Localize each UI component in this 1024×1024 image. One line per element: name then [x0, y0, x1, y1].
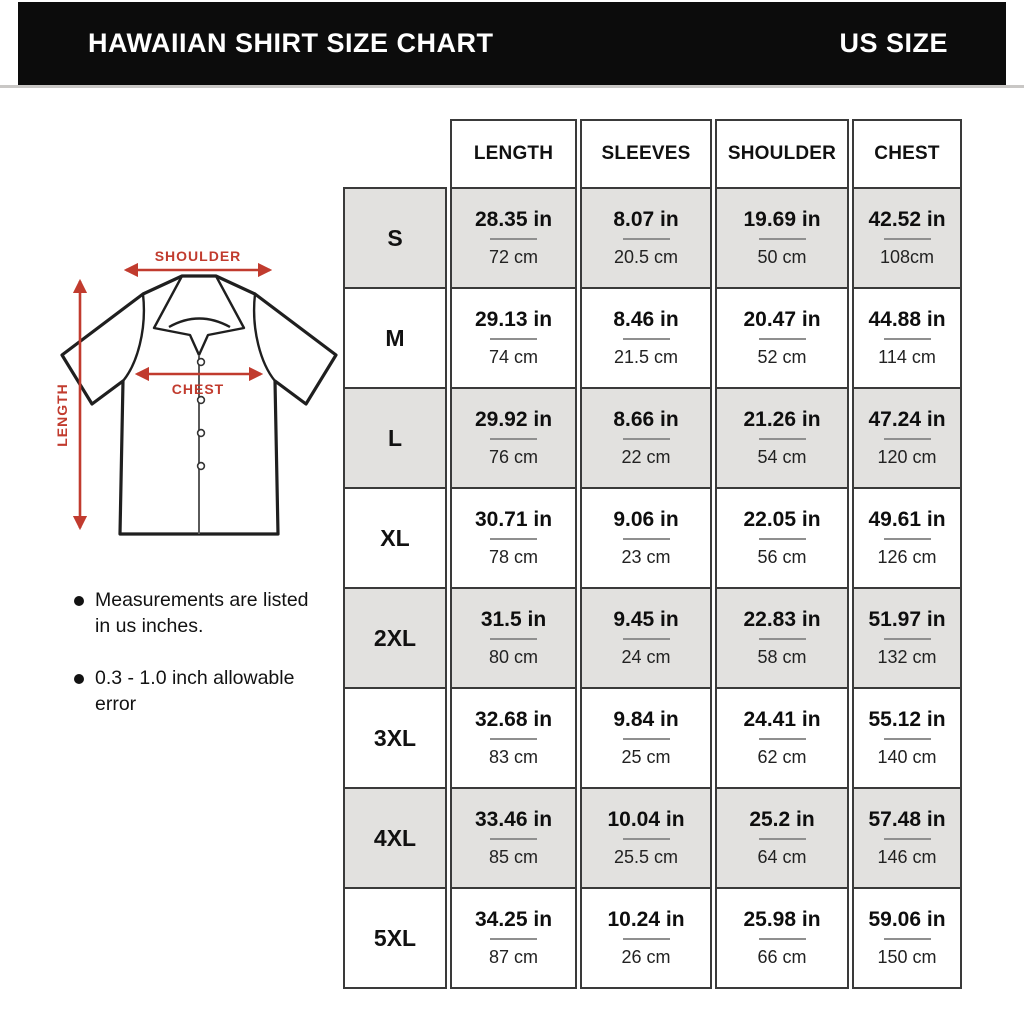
size-chart-table [343, 119, 962, 989]
inches-value: 25.2 in [749, 808, 815, 831]
column-header-length: LENGTH [450, 119, 577, 189]
measure-cell [580, 287, 712, 389]
column-sleeves [580, 119, 712, 989]
divider-line [623, 738, 670, 740]
measure-cell [715, 787, 849, 889]
shoulder-measure-label: SHOULDER [154, 248, 242, 264]
measure-cell [450, 387, 577, 489]
inches-value: 8.07 in [613, 208, 679, 231]
divider-line [884, 538, 931, 540]
cm-value: 50 cm [757, 247, 807, 267]
inches-value: 29.13 in [474, 308, 553, 331]
measure-cell [580, 187, 712, 289]
bullet-dot [74, 674, 84, 684]
banner-divider [0, 85, 1024, 88]
note-text: Measurements are listed in us inches. [95, 589, 309, 637]
note-text: 0.3 - 1.0 inch allowable error [95, 667, 295, 716]
shirt-button [198, 430, 205, 437]
inches-value: 22.05 in [743, 508, 821, 531]
cm-value: 132 cm [877, 647, 937, 667]
chest-measure-label: CHEST [171, 381, 225, 397]
inches-value: 49.61 in [868, 508, 946, 531]
divider-line [759, 538, 806, 540]
inches-value: 44.88 in [868, 308, 946, 331]
divider-line [490, 838, 537, 840]
shirt-measurement-diagram [40, 228, 340, 560]
measure-cell [450, 687, 577, 789]
measure-cell [580, 887, 712, 989]
divider-line [884, 938, 931, 940]
size-standard-label: US SIZE [839, 28, 948, 58]
cm-value: 83 cm [488, 747, 539, 767]
size-label: 3XL [373, 724, 417, 751]
size-label: M [385, 324, 405, 351]
measure-cell [450, 487, 577, 589]
cm-value: 23 cm [621, 547, 671, 567]
inches-value: 31.5 in [480, 608, 547, 631]
divider-line [759, 238, 806, 240]
inches-value: 19.69 in [743, 208, 821, 231]
size-label-cell [343, 387, 447, 489]
cm-value: 25 cm [621, 747, 671, 767]
inches-value: 25.98 in [743, 908, 821, 931]
measure-cell [715, 487, 849, 589]
cm-value: 120 cm [877, 447, 937, 467]
measure-cell [580, 487, 712, 589]
inches-value: 10.04 in [607, 808, 685, 831]
divider-line [490, 438, 537, 440]
cm-value: 150 cm [877, 947, 937, 967]
inches-value: 47.24 in [868, 408, 946, 431]
inches-value: 28.35 in [474, 208, 553, 231]
size-label: L [387, 424, 403, 451]
size-label: 2XL [373, 624, 417, 651]
cm-value: 108cm [879, 247, 935, 267]
divider-line [759, 738, 806, 740]
divider-line [623, 238, 670, 240]
cm-value: 72 cm [488, 247, 539, 267]
inches-value: 20.47 in [743, 308, 821, 331]
bullet-dot [74, 596, 84, 606]
inches-value: 51.97 in [868, 608, 946, 631]
divider-line [623, 538, 670, 540]
divider-line [884, 638, 931, 640]
measure-cell [580, 587, 712, 689]
measure-cell [852, 387, 962, 489]
divider-line [884, 438, 931, 440]
divider-line [490, 338, 537, 340]
cm-value: 146 cm [877, 847, 937, 867]
measure-cell [450, 887, 577, 989]
cm-value: 52 cm [757, 347, 807, 367]
divider-line [884, 838, 931, 840]
page-title: HAWAIIAN SHIRT SIZE CHART [88, 28, 494, 58]
cm-value: 64 cm [757, 847, 807, 867]
cm-value: 25.5 cm [613, 847, 679, 867]
cm-value: 80 cm [488, 647, 539, 667]
cm-value: 87 cm [488, 947, 539, 967]
cm-value: 20.5 cm [613, 247, 679, 267]
divider-line [759, 838, 806, 840]
inches-value: 21.26 in [743, 408, 821, 431]
divider-line [490, 738, 537, 740]
measure-cell [450, 587, 577, 689]
size-header-spacer [343, 119, 447, 189]
cm-value: 22 cm [621, 447, 671, 467]
inches-value: 8.66 in [613, 408, 679, 431]
measure-cell [580, 387, 712, 489]
measure-cell [852, 287, 962, 389]
divider-line [884, 738, 931, 740]
length-measure-label: LENGTH [54, 383, 70, 447]
measure-cell [852, 787, 962, 889]
cm-value: 140 cm [877, 747, 937, 767]
shirt-button [198, 359, 205, 366]
size-label: 4XL [373, 824, 417, 851]
divider-line [759, 438, 806, 440]
measure-cell [715, 187, 849, 289]
size-label-cell [343, 287, 447, 389]
size-label: S [387, 224, 403, 251]
inches-value: 9.84 in [613, 708, 679, 731]
divider-line [623, 838, 670, 840]
measure-cell [715, 387, 849, 489]
size-label-cell [343, 887, 447, 989]
divider-line [490, 538, 537, 540]
cm-value: 114 cm [878, 347, 936, 367]
inches-value: 29.92 in [474, 408, 553, 431]
divider-line [623, 338, 670, 340]
cm-value: 76 cm [488, 447, 539, 467]
column-length [450, 119, 577, 989]
divider-line [623, 938, 670, 940]
measure-cell [852, 587, 962, 689]
divider-line [759, 938, 806, 940]
size-label-cell [343, 587, 447, 689]
column-shoulder [715, 119, 849, 989]
size-label-cell [343, 787, 447, 889]
inches-value: 59.06 in [868, 908, 946, 931]
inches-value: 10.24 in [607, 908, 685, 931]
measure-cell [715, 287, 849, 389]
divider-line [490, 238, 537, 240]
inches-value: 24.41 in [743, 708, 821, 731]
cm-value: 21.5 cm [613, 347, 679, 367]
measure-cell [715, 687, 849, 789]
measure-cell [450, 187, 577, 289]
note-item [74, 666, 318, 717]
divider-line [490, 938, 537, 940]
measure-cell [852, 887, 962, 989]
divider-line [759, 638, 806, 640]
measure-cell [852, 487, 962, 589]
cm-value: 56 cm [757, 547, 807, 567]
cm-value: 78 cm [488, 547, 539, 567]
inches-value: 30.71 in [474, 508, 553, 531]
divider-line [884, 238, 931, 240]
size-label-cell [343, 487, 447, 589]
size-label: 5XL [373, 924, 417, 951]
inches-value: 34.25 in [474, 908, 553, 931]
divider-line [623, 438, 670, 440]
measure-cell [580, 687, 712, 789]
inches-value: 32.68 in [474, 708, 553, 731]
measure-cell [450, 787, 577, 889]
cm-value: 26 cm [621, 947, 671, 967]
column-chest [852, 119, 962, 989]
inches-value: 55.12 in [868, 708, 946, 731]
cm-value: 74 cm [488, 347, 539, 367]
measure-cell [450, 287, 577, 389]
column-header-sleeves: SLEEVES [580, 119, 712, 189]
measure-cell [715, 887, 849, 989]
notes-list [74, 588, 318, 745]
cm-value: 54 cm [757, 447, 807, 467]
divider-line [490, 638, 537, 640]
inches-value: 9.45 in [613, 608, 679, 631]
cm-value: 85 cm [488, 847, 539, 867]
measure-cell [852, 687, 962, 789]
inches-value: 33.46 in [474, 808, 553, 831]
inches-value: 57.48 in [868, 808, 946, 831]
note-item [74, 588, 318, 639]
cm-value: 58 cm [757, 647, 807, 667]
divider-line [759, 338, 806, 340]
measure-cell [852, 187, 962, 289]
size-label: XL [380, 524, 410, 551]
column-header-shoulder: SHOULDER [715, 119, 849, 189]
column-sizes [343, 119, 447, 989]
shirt-button [198, 463, 205, 470]
inches-value: 42.52 in [868, 208, 946, 231]
measure-cell [580, 787, 712, 889]
inches-value: 9.06 in [613, 508, 679, 531]
inches-value: 8.46 in [613, 308, 679, 331]
cm-value: 24 cm [621, 647, 671, 667]
shirt-button [198, 397, 205, 404]
size-label-cell [343, 187, 447, 289]
column-header-chest: CHEST [852, 119, 962, 189]
cm-value: 126 cm [877, 547, 937, 567]
cm-value: 62 cm [757, 747, 807, 767]
cm-value: 66 cm [757, 947, 807, 967]
divider-line [884, 338, 931, 340]
divider-line [623, 638, 670, 640]
inches-value: 22.83 in [743, 608, 821, 631]
size-label-cell [343, 687, 447, 789]
header-banner [18, 2, 1006, 85]
measure-cell [715, 587, 849, 689]
